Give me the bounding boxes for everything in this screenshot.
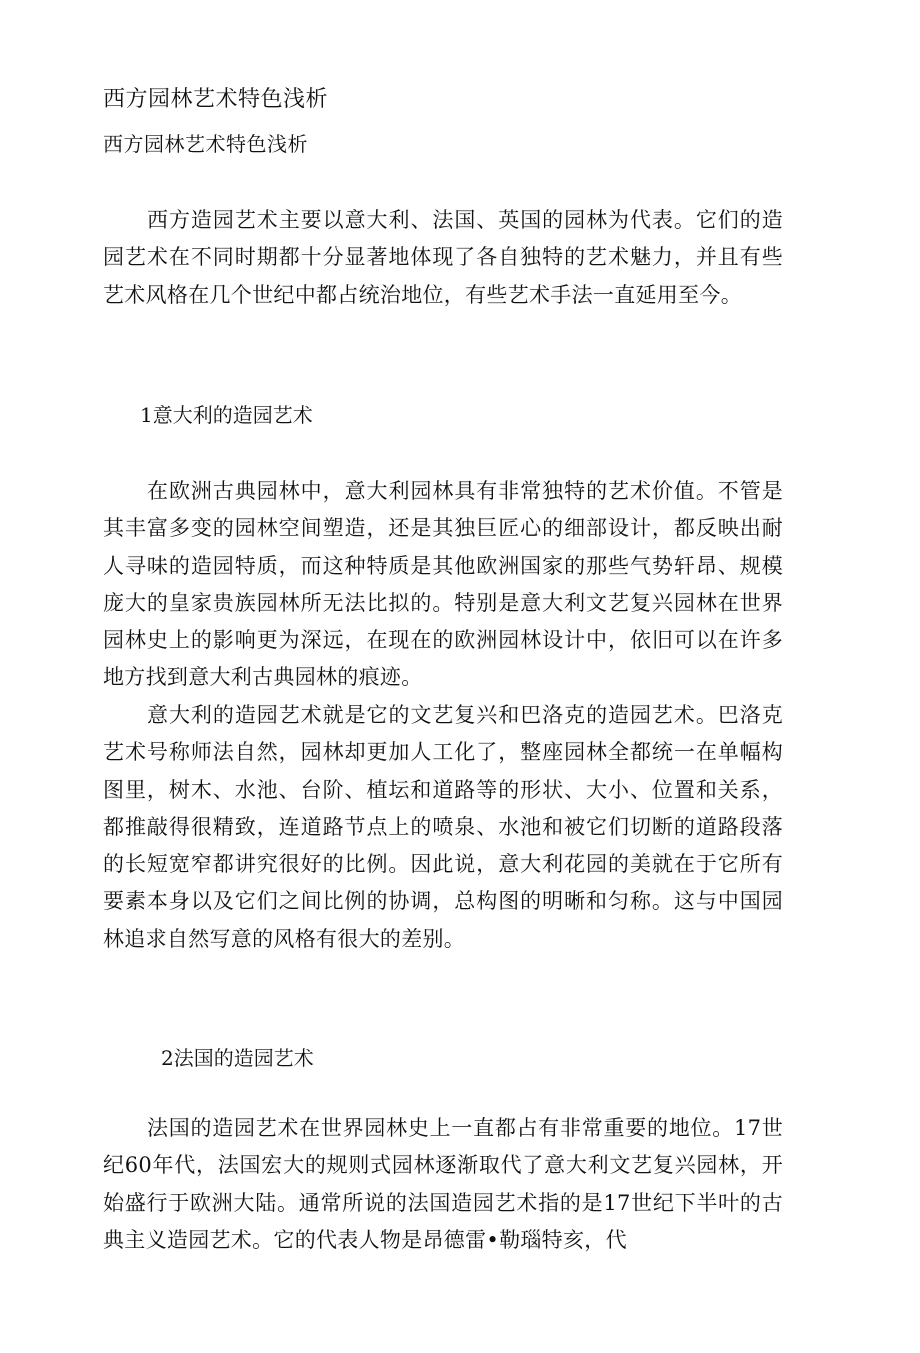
france-paragraph-1: 法国的造园艺术在世界园林史上一直都占有非常重要的地位。17世纪60年代，法国宏大的规则式园林逐渐取代了意大利文艺复兴园林，开始盛行于欧洲大陆。通常所说的法国造园艺术指的是17世纪下半叶的古典主义造园艺术。它的代表人物是昂德雷•勒瑙特亥，代: [103, 1116, 783, 1252]
section-heading-italy: 1意大利的造园艺术: [140, 403, 313, 427]
italy-paragraph-2: 意大利的造园艺术就是它的文艺复兴和巴洛克的造园艺术。巴洛克艺术号称师法自然，园林却更加人工化了，整座园林全都统一在单幅构图里，树木、水池、台阶、植坛和道路等的形状、大小、位置和关系，都推敲得很精致，连道路节点上的喷泉、水池和被它们切断的道路段落的长短宽窄都讲究很好的比例。因此说，意大利花园的美就在于它所有要素本身以及它们之间比例的协调，总构图的明晰和匀称。这与中国园林追求自然写意的风格有很大的差别。: [103, 703, 783, 951]
document-title: 西方园林艺术特色浅析: [103, 87, 329, 112]
intro-paragraph: 西方造园艺术主要以意大利、法国、英国的园林为代表。它们的造园艺术在不同时期都十分显著地体现了各自独特的艺术魅力，并且有些艺术风格在几个世纪中都占统治地位，有些艺术手法一直延用至今。: [103, 208, 783, 307]
italy-paragraph-1: 在欧洲古典园林中，意大利园林具有非常独特的艺术价值。不管是其丰富多变的园林空间塑造，还是其独巨匠心的细部设计，都反映出耐人寻味的造园特质，而这种特质是其他欧洲国家的那些气势轩昂、规模庞大的皇家贵族园林所无法比拟的。特别是意大利文艺复兴园林在世界园林史上的影响更为深远，在现在的欧洲园林设计中，依旧可以在许多地方找到意大利古典园林的痕迹。: [103, 479, 783, 690]
document-subtitle: 西方园林艺术特色浅析: [103, 132, 308, 156]
section-heading-france: 2法国的造园艺术: [161, 1046, 314, 1070]
